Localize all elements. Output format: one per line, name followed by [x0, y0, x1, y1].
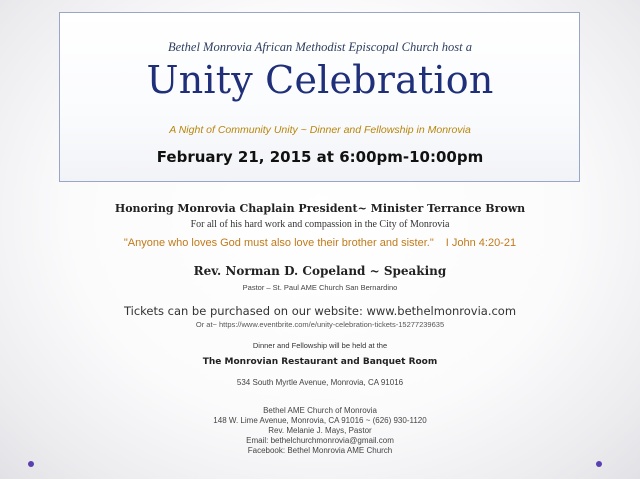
venue-address: 534 South Myrtle Avenue, Monrovia, CA 91016: [236, 378, 404, 387]
contact-email: Email: bethelchurchmonrovia@gmail.com: [246, 436, 394, 445]
speaker-headline: Rev. Norman D. Copeland ~ Speaking: [193, 264, 447, 278]
corner-dot-left: [28, 461, 34, 467]
corner-dot-right: [596, 461, 602, 467]
scripture-quote: [0, 237, 640, 249]
venue-name: The Monrovian Restaurant and Banquet Room: [202, 357, 438, 367]
tickets-alternate-link: Or at~ https://www.eventbrite.com/e/unity-celebration-tickets-15277239635: [195, 320, 445, 329]
quote-text: "Anyone who loves God must also love their brother and sister.": [123, 237, 434, 249]
quote-reference: I John 4:20-21: [445, 237, 517, 249]
contact-facebook: Facebook: Bethel Monrovia AME Church: [247, 446, 393, 455]
honoree-headline: Honoring Monrovia Chaplain President~ Minister Terrance Brown: [114, 202, 526, 215]
event-date-time: February 21, 2015 at 6:00pm-10:00pm: [156, 148, 484, 166]
tickets-info: Tickets can be purchased on our website: www.bethelmonrovia.com: [123, 304, 517, 318]
contact-church-name: Bethel AME Church of Monrovia: [263, 406, 377, 415]
event-subtitle: A Night of Community Unity ~ Dinner and Fellowship in Monrovia: [169, 124, 471, 136]
host-line: Bethel Monrovia African Methodist Episcopal Church host a: [167, 40, 473, 54]
venue-note: Dinner and Fellowship will be held at the: [252, 341, 388, 350]
page-title: Unity Celebration: [146, 58, 494, 102]
contact-address-phone: 148 W. Lime Avenue, Monrovia, CA 91016 ~ (626) 930-1120: [213, 416, 427, 425]
contact-pastor: Rev. Melanie J. Mays, Pastor: [268, 426, 372, 435]
honoree-subline: For all of his hard work and compassion in the City of Monrovia: [190, 219, 450, 230]
speaker-subline: Pastor – St. Paul AME Church San Bernardino: [242, 283, 398, 292]
